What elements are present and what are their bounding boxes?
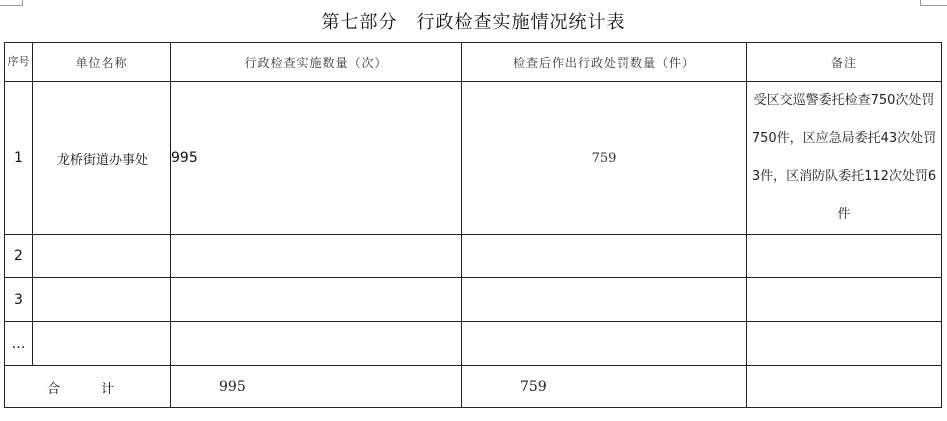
- header-seq: 序号: [5, 43, 33, 82]
- table-header-row: [5, 43, 942, 82]
- row-unit-name: [33, 235, 171, 278]
- row-penalties: [462, 278, 747, 322]
- row-remarks: [747, 235, 942, 278]
- row-remarks: 受区交巡警委托检查750次处罚750件，区应急局委托43次处罚3件，区消防队委托112次处罚6件: [747, 82, 942, 235]
- total-remarks: [747, 366, 942, 408]
- row-unit-name: 龙桥街道办事处: [33, 82, 171, 235]
- table-row: [5, 278, 942, 322]
- row-penalties: [462, 322, 747, 366]
- row-penalties: [462, 235, 747, 278]
- table-row: [5, 235, 942, 278]
- total-label: 合 计: [5, 366, 171, 408]
- row-penalties: 759: [462, 82, 747, 235]
- header-unit: 单位名称: [33, 43, 171, 82]
- row-unit-name: [33, 322, 171, 366]
- row-inspections: [171, 322, 462, 366]
- total-penalties: 759: [462, 366, 747, 408]
- row-seq: …: [5, 322, 33, 366]
- header-penalties: 检查后作出行政处罚数量（件）: [462, 43, 747, 82]
- row-inspections: 995: [171, 82, 462, 235]
- page-corner-mark-left: [0, 0, 23, 6]
- row-remarks: [747, 278, 942, 322]
- table-total-row: [5, 366, 942, 408]
- table-row: [5, 322, 942, 366]
- total-inspections: 995: [171, 366, 462, 408]
- row-seq: 2: [5, 235, 33, 278]
- page-corner-mark-right: [920, 0, 947, 6]
- header-remarks: 备注: [747, 43, 942, 82]
- table-row: [5, 82, 942, 235]
- row-seq: 1: [5, 82, 33, 235]
- statistics-table: [4, 42, 942, 408]
- row-seq: 3: [5, 278, 33, 322]
- row-unit-name: [33, 278, 171, 322]
- row-remarks: [747, 322, 942, 366]
- row-inspections: [171, 235, 462, 278]
- page-title: 第七部分 行政检查实施情况统计表: [321, 12, 626, 33]
- row-inspections: [171, 278, 462, 322]
- header-inspections: 行政检查实施数量（次）: [171, 43, 462, 82]
